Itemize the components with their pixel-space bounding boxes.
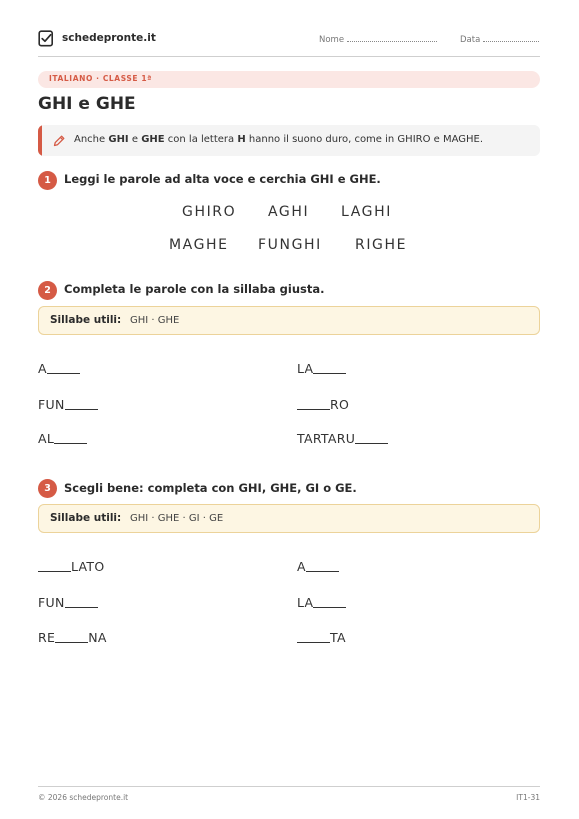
fill-in-item: LA <box>297 595 346 610</box>
fill-in-item: LATO <box>38 559 105 574</box>
syllable-hint-box <box>38 504 540 533</box>
footer-code: IT1-31 <box>516 793 540 802</box>
answer-blank[interactable] <box>65 606 98 608</box>
hint-label: Sillabe utili: <box>50 512 122 524</box>
word-item: GHIRO <box>182 204 237 220</box>
section-1-number: 1 <box>38 171 57 190</box>
word-item: RIGHE <box>355 237 408 253</box>
fill-in-item: TA <box>297 630 346 645</box>
syllable-hint-box <box>38 306 540 335</box>
section-2-number: 2 <box>38 281 57 300</box>
name-field[interactable] <box>319 34 437 45</box>
word-item: LAGHI <box>341 204 392 220</box>
answer-blank[interactable] <box>313 372 346 374</box>
footer-copyright: © 2026 schedepronte.it <box>38 793 129 802</box>
answer-blank[interactable] <box>313 606 346 608</box>
name-label: Nome <box>319 35 345 45</box>
section-3-number: 3 <box>38 479 57 498</box>
fill-in-item: FUN <box>38 397 98 412</box>
section-1-instruction: Leggi le parole ad alta voce e cerchia GHI e GHE. <box>64 172 381 186</box>
date-field[interactable] <box>460 34 539 45</box>
answer-blank[interactable] <box>55 641 88 643</box>
fill-in-item: A <box>297 559 339 574</box>
hint-value: GHI · GHE <box>130 315 180 326</box>
checklist-icon <box>38 30 55 47</box>
date-line <box>483 34 539 42</box>
answer-blank[interactable] <box>297 408 330 410</box>
subject-tag <box>38 71 540 88</box>
page-footer <box>38 786 540 807</box>
word-item: AGHI <box>268 204 310 220</box>
fill-in-item: RE NA <box>38 630 107 645</box>
page-title: GHI e GHE <box>38 94 136 114</box>
date-label: Data <box>460 35 481 45</box>
section-2-instruction: Completa le parole con la sillaba giusta. <box>64 282 325 296</box>
name-line <box>347 34 437 42</box>
note-text: Anche GHI e GHE con la lettera H hanno il suono duro, come in GHIRO e MAGHE. <box>74 134 484 145</box>
page-header <box>38 28 540 57</box>
answer-blank[interactable] <box>297 641 330 643</box>
fill-in-item: FUN <box>38 595 98 610</box>
hint-label: Sillabe utili: <box>50 314 122 326</box>
fill-in-item: AL <box>38 431 87 446</box>
fill-in-item: A <box>38 361 80 376</box>
answer-blank[interactable] <box>65 408 98 410</box>
hint-value: GHI · GHE · GI · GE <box>130 513 224 524</box>
fill-in-item: TARTARU <box>297 431 388 446</box>
brand-name: schedepronte.it <box>62 32 156 44</box>
word-item: MAGHE <box>169 237 229 253</box>
note-accent-bar <box>38 125 42 156</box>
pencil-icon <box>52 134 66 148</box>
answer-blank[interactable] <box>355 442 388 444</box>
fill-in-item: LA <box>297 361 346 376</box>
info-note <box>38 125 540 156</box>
section-3-instruction: Scegli bene: completa con GHI, GHE, GI o GE. <box>64 481 357 495</box>
subject-tag-label: ITALIANO · CLASSE 1ª <box>49 74 152 83</box>
answer-blank[interactable] <box>38 570 71 572</box>
word-item: FUNGHI <box>258 237 322 253</box>
fill-in-item: RO <box>297 397 349 412</box>
answer-blank[interactable] <box>306 570 339 572</box>
answer-blank[interactable] <box>54 442 87 444</box>
answer-blank[interactable] <box>47 372 80 374</box>
